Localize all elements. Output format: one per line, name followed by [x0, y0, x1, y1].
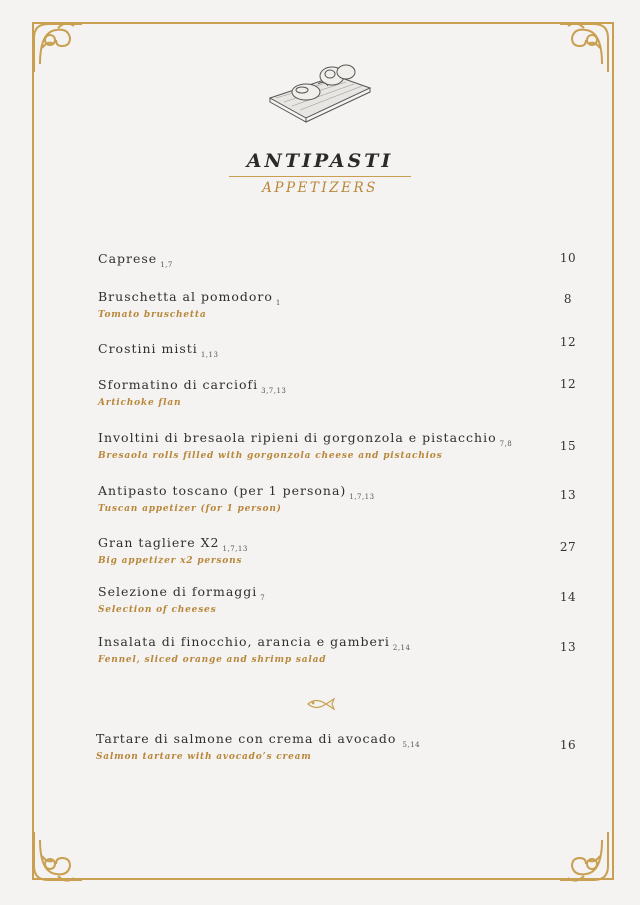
- menu-item: [98, 251, 578, 269]
- item-translation: Tomato bruschetta: [98, 310, 207, 320]
- item-price: 13: [559, 640, 577, 654]
- item-name: Insalata di finocchio, arancia e gamberi $_{2,14}$: [98, 634, 411, 652]
- item-name: Selezione di formaggi $_7$: [98, 584, 266, 602]
- cutting-board-illustration-icon: [266, 62, 374, 124]
- item-allergens: 1,7,13: [222, 545, 248, 553]
- item-translation: Tuscan appetizer (for 1 person): [98, 504, 282, 514]
- item-price: 15: [559, 439, 577, 453]
- item-name: Antipasto toscano (per 1 persona) $_{1,7,13}$: [98, 483, 375, 501]
- item-price: 13: [559, 488, 577, 502]
- item-price: 8: [563, 292, 573, 306]
- section-subtitle: APPETIZERS: [262, 180, 378, 196]
- item-name: Involtini di bresaola ripieni di gorgonzola e pistacchio $_{7,8}$: [98, 430, 513, 448]
- item-allergens: 5,14: [402, 741, 421, 749]
- item-allergens: 7: [260, 594, 266, 602]
- menu-item: [98, 535, 578, 566]
- item-name: Sformatino di carciofi $_{3,7,13}$: [98, 377, 287, 395]
- item-price: 12: [559, 377, 577, 391]
- ornament-corner-icon: [554, 18, 614, 78]
- item-name: Caprese $_{1,7}$: [98, 251, 173, 269]
- menu-item: [98, 634, 578, 665]
- item-translation: Bresaola rolls filled with gorgonzola cheese and pistachios: [98, 451, 443, 461]
- item-translation: Selection of cheeses: [98, 605, 217, 615]
- item-allergens: 3,7,13: [261, 387, 287, 395]
- item-allergens: 1,7,13: [349, 493, 375, 501]
- ornament-corner-icon: [28, 826, 88, 886]
- item-name: Bruschetta al pomodoro $_1$: [98, 289, 281, 307]
- menu-item: [96, 731, 576, 762]
- item-price: 10: [559, 251, 577, 265]
- item-translation: Salmon tartare with avocado’s cream: [96, 752, 312, 762]
- item-allergens: 1,7: [160, 261, 173, 269]
- item-allergens: 1: [275, 299, 281, 307]
- menu-item: [98, 341, 578, 359]
- menu-item: [98, 289, 578, 320]
- menu-item: [98, 584, 578, 615]
- item-name: Tartare di salmone con crema di avocado $_{5,14}$: [96, 731, 421, 749]
- item-translation: Fennel, sliced orange and shrimp salad: [98, 655, 327, 665]
- item-price: 12: [559, 335, 577, 349]
- item-allergens: 2,14: [392, 644, 411, 652]
- ornament-corner-icon: [554, 826, 614, 886]
- item-name: Crostini misti $_{1,13}$: [98, 341, 219, 359]
- title-divider: [229, 176, 411, 177]
- item-price: 27: [559, 540, 577, 554]
- item-allergens: 1,13: [200, 351, 219, 359]
- item-allergens: 7,8: [499, 440, 513, 448]
- menu-item: [98, 377, 578, 408]
- item-name: Gran tagliere X2 $_{1,7,13}$: [98, 535, 248, 553]
- menu-item: [98, 430, 578, 461]
- ornament-corner-icon: [28, 18, 88, 78]
- item-translation: Artichoke flan: [98, 398, 182, 408]
- menu-item: [98, 483, 578, 514]
- section-title: ANTIPASTI: [246, 150, 394, 172]
- fish-icon: [306, 697, 336, 711]
- item-price: 16: [559, 738, 577, 752]
- item-price: 14: [559, 590, 577, 604]
- item-translation: Big appetizer x2 persons: [98, 556, 243, 566]
